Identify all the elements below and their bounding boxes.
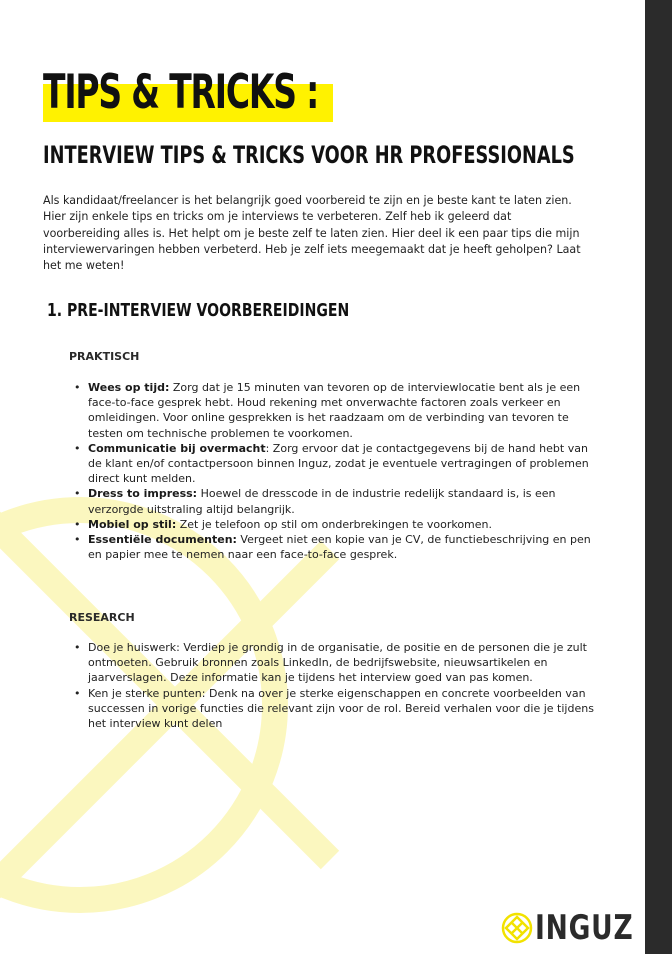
bullet-icon: • [74, 441, 81, 455]
list-item: • Mobiel op stil: Zet je telefoon op stil om onderbrekingen te voorkomen. [74, 517, 493, 531]
list-item: • Doe je huiswerk: Verdiep je grondig in de organisatie, de positie en de personen die je zult ontmoeten. Gebruik bronnen zoals LinkedIn, de bedrijfswebsite, nieuwsartikelen en jaarverslagen. Deze informatie kan je tijdens het interview goed van pas komen. [74, 641, 587, 685]
intro-paragraph: Als kandidaat/freelancer is het belangrijk goed voorbereid te zijn en je beste kant te laten zien. Hier zijn enkele tips en tricks om je interviews te verbeteren. Zelf heb ik geleerd dat voorbereiding alles is. Het helpt om je beste zelf te laten zien. Hier deel ik een paar tips die mijn interviewervaringen hebben verbeterd. Heb je zelf iets meegemaakt dat je heeft geholpen? Laat het me weten! [43, 194, 581, 273]
list-item: • Dress to impress: Hoewel de dresscode in de industrie redelijk standaard is, is een verzorgde uitstraling altijd belangrijk. [74, 487, 556, 516]
praktisch-list [74, 380, 598, 562]
bullet-icon: • [74, 487, 81, 501]
list-item: • Essentiële documenten: Vergeet niet een kopie van je CV, de functiebeschrijving en pen en papier mee te nemen naar een face-to-face gesprek. [74, 533, 591, 562]
praktisch-heading: PRAKTISCH [69, 350, 140, 363]
list-item: • Communicatie bij overmacht: Zorg ervoor dat je contactgegevens bij de hand hebt van de klant en/of contactpersoon binnen Inguz, zodat je eventuele vertragingen of problemen direct kunt melden. [74, 441, 589, 486]
bullet-icon: • [74, 381, 81, 394]
bullet-icon: • [74, 517, 81, 531]
bullet-icon: • [74, 686, 81, 700]
title-block [43, 64, 396, 122]
list-item: • Ken je sterke punten: Denk na over je sterke eigenschappen en concrete voorbeelden van successen in vorige functies die relevant zijn voor de rol. Bereid verhalen voor die je tijdens het interview kunt delen [74, 686, 594, 731]
inguz-diamond-icon [501, 912, 533, 944]
inguz-logo [501, 908, 641, 948]
bullet-icon: • [74, 533, 81, 547]
section-heading: 1. PRE-INTERVIEW VOORBEREIDINGEN [47, 300, 350, 321]
research-list [74, 640, 598, 731]
page-subtitle: INTERVIEW TIPS & TRICKS VOOR HR PROFESSIONALS [43, 141, 575, 169]
side-bar [645, 0, 672, 954]
bullet-icon: • [74, 641, 81, 654]
page-title: TIPS & TRICKS : [43, 65, 319, 120]
logo-text: INGUZ [535, 908, 634, 948]
research-heading: RESEARCH [69, 611, 135, 624]
list-item: • Wees op tijd: Zorg dat je 15 minuten van tevoren op de interviewlocatie bent als je een face-to-face gesprek hebt. Houd rekening met onverwachte factoren zoals verkeer en omleidingen. Voor online gesprekken is het raadzaam om de verbinding van tevoren te testen om technische problemen te voorkomen. [74, 381, 581, 440]
